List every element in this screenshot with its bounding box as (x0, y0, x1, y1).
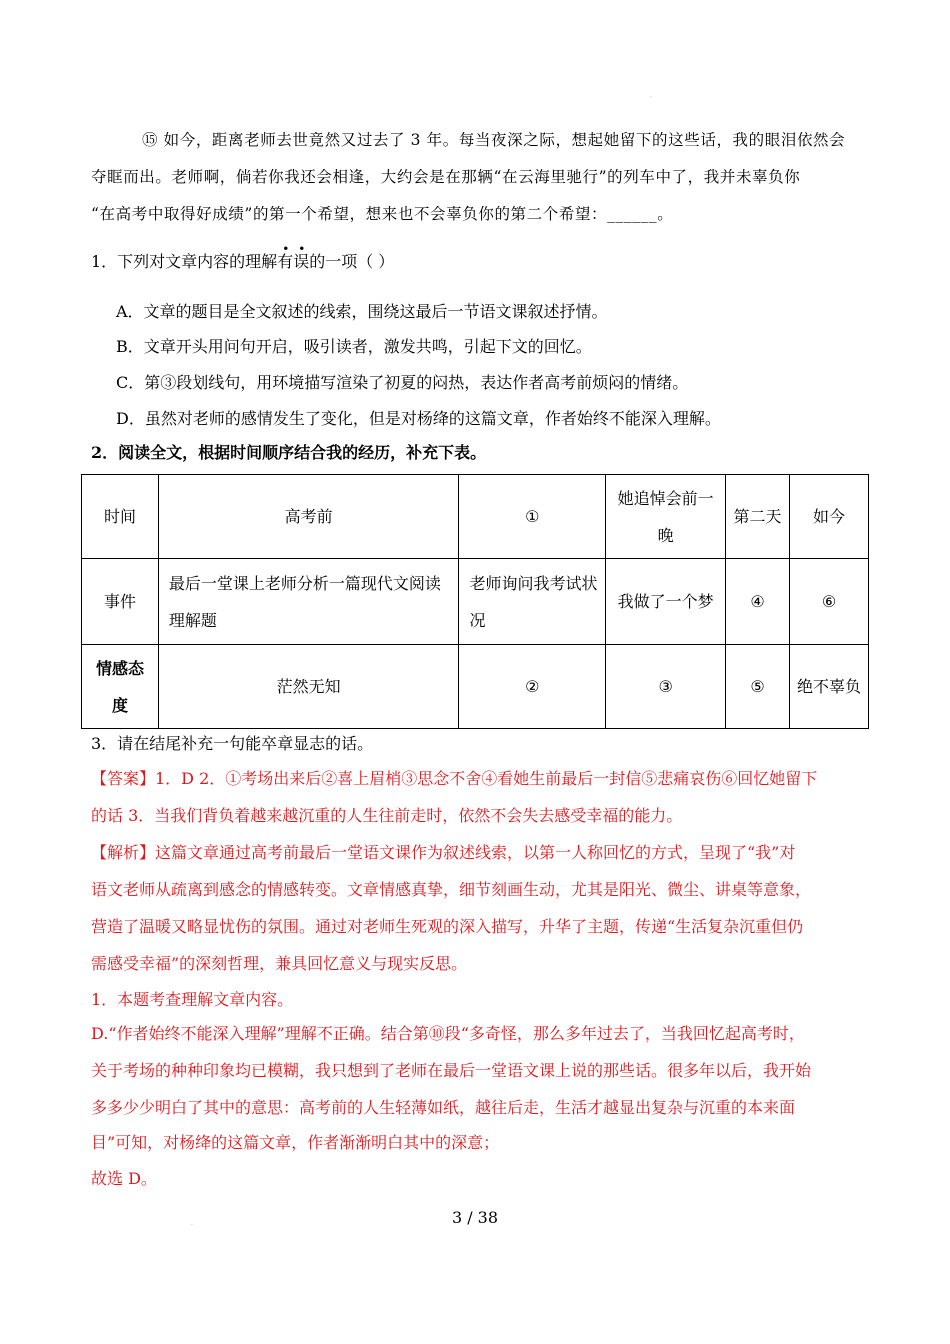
paragraph-15-line-1: ⑮ 如今，距离老师去世竟然又过去了 3 年。每当夜深之际，想起她留下的这些话，我的眼泪依然会 (142, 131, 846, 149)
table-cell: 绝不辜负 (790, 645, 869, 729)
table-cell: 她追悼会前一晚 (606, 475, 726, 559)
analysis-line-3: 营造了温暖又略显忧伤的氛围。通过对老师生死观的深入描写，升华了主题，传递“生活复杂沉重但仍 (91, 917, 804, 936)
table-row-time (82, 475, 869, 559)
table-cell: ⑤ (726, 645, 790, 729)
table-cell: ④ (726, 559, 790, 645)
analysis-line-6: D.“作者始终不能深入理解”理解不正确。结合第⑩段“多奇怪，那么多年过去了，当我回忆起高考时， (91, 1024, 805, 1043)
table-row-emotion (82, 645, 869, 729)
option-c: C．第③段划线句，用环境描写渲染了初夏的闷热，表达作者高考前烦闷的情绪。 (116, 373, 689, 392)
question-2: 2．阅读全文，根据时间顺序结合我的经历，补充下表。 (91, 443, 487, 462)
table-cell: 如今 (790, 475, 869, 559)
table-cell: ③ (606, 645, 726, 729)
answer-line-2: 的话 3．当我们背负着越来越沉重的人生往前走时，依然不会失去感受幸福的能力。 (91, 806, 683, 825)
analysis-line-2: 语文老师从疏离到感念的情感转变。文章情感真挚，细节刻画生动，尤其是阳光、微尘、讲桌等意象， (91, 880, 812, 899)
question-1-suffix: 的一项（ ） (309, 252, 395, 271)
table-cell: 情感态度 (82, 645, 159, 729)
table-cell: ⑥ (790, 559, 869, 645)
question-1 (91, 243, 863, 280)
question-1-emphasis: 有误 • • (277, 242, 310, 271)
question-1-prefix: 1．下列对文章内容的理解 (91, 252, 278, 271)
answer-line-1: 【答案】1．D 2．①考场出来后②喜上眉梢③思念不舍④看她生前最后一封信⑤悲痛哀伤⑥回忆她留下 (91, 769, 818, 788)
option-d: D．虽然对老师的感情发生了变化，但是对杨绛的这篇文章，作者始终不能深入理解。 (116, 409, 721, 428)
analysis-line-4: 需感受幸福”的深刻哲理，兼具回忆意义与现实反思。 (91, 954, 468, 973)
table-cell: 最后一堂课上老师分析一篇现代文阅读理解题 (158, 559, 459, 645)
scan-mark: · (650, 94, 652, 101)
table-cell: ② (459, 645, 606, 729)
analysis-line-5: 1．本题考查理解文章内容。 (91, 990, 294, 1009)
table-cell: 茫然无知 (158, 645, 459, 729)
analysis-line-10: 故选 D。 (91, 1169, 157, 1188)
paragraph-15-line-3: “在高考中取得好成绩”的第一个希望，想来也不会辜负你的第二个希望：______。 (91, 205, 674, 223)
analysis-line-7: 关于考场的种种印象均已模糊，我只想到了老师在最后一堂语文课上说的那些话。很多年以后，我开始 (91, 1061, 812, 1080)
timeline-table (81, 474, 869, 729)
table-cell: 第二天 (726, 475, 790, 559)
option-a: A．文章的题目是全文叙述的线索，围绕这最后一节语文课叙述抒情。 (116, 302, 608, 321)
page-number: 3 / 38 (451, 1208, 499, 1227)
table-cell: ① (459, 475, 606, 559)
analysis-line-8: 多多少少明白了其中的意思：高考前的人生轻薄如纸，越往后走，生活才越显出复杂与沉重的本来面 (91, 1098, 796, 1117)
table-cell: 我做了一个梦 (606, 559, 726, 645)
scan-mark: · (191, 1222, 193, 1229)
table-cell: 时间 (82, 475, 159, 559)
analysis-line-9: 目”可知，对杨绛的这篇文章，作者渐渐明白其中的深意； (91, 1133, 500, 1152)
analysis-line-1: 【解析】这篇文章通过高考前最后一堂语文课作为叙述线索，以第一人称回忆的方式，呈现了“我”对 (91, 843, 796, 862)
option-b: B．文章开头用问句开启，吸引读者，激发共鸣，引起下文的回忆。 (116, 337, 592, 356)
table-cell: 老师询问我考试状况 (459, 559, 606, 645)
table-row-event (82, 559, 869, 645)
table-cell: 高考前 (158, 475, 459, 559)
paragraph-15-line-2: 夺眶而出。老师啊，倘若你我还会相逢，大约会是在那辆“在云海里驰行”的列车中了，我并未辜负你 (91, 168, 801, 186)
table-cell: 事件 (82, 559, 159, 645)
question-3: 3．请在结尾补充一句能卒章显志的话。 (91, 734, 374, 753)
